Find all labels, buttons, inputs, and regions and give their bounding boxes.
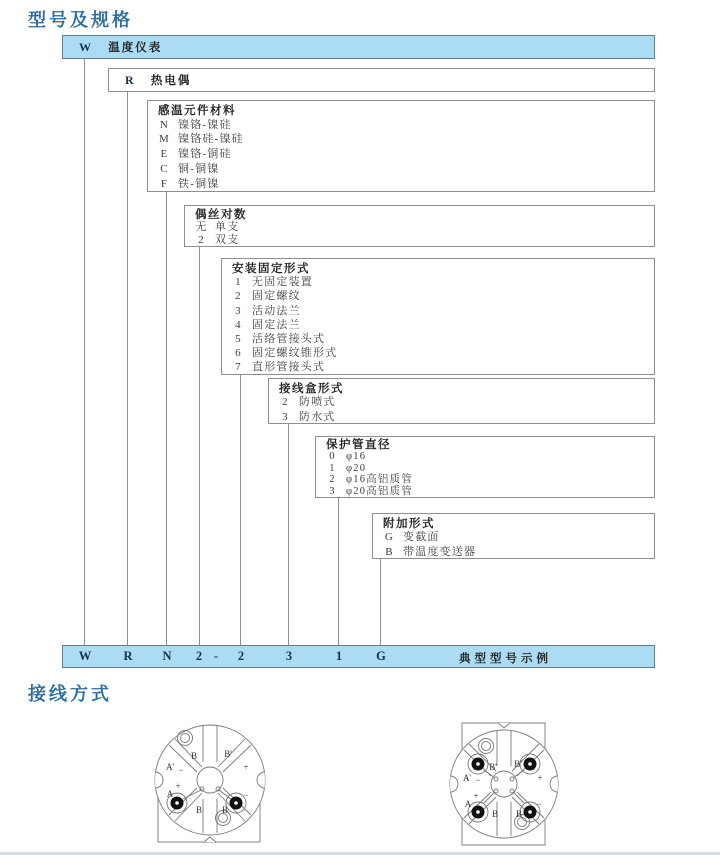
box-title: 接线盒形式: [279, 381, 344, 395]
example-code: G: [376, 649, 386, 663]
option-row: 2 φ16高铝质管: [329, 474, 413, 486]
plus-sign: +: [243, 762, 249, 772]
connector-line: [166, 192, 167, 645]
option-row: 1 无固定装置: [235, 276, 313, 289]
option-row: B 带温度变送器: [385, 545, 477, 558]
label-a: A: [166, 789, 174, 799]
wiring-diagram-single: [145, 712, 280, 855]
label-b-top-left: B': [489, 762, 497, 772]
minus-sign: −: [475, 775, 481, 785]
example-code: 1: [335, 649, 343, 663]
example-code: 2: [195, 649, 203, 663]
plus-sign: +: [473, 791, 479, 801]
box-title: 安装固定形式: [232, 261, 310, 275]
box-title: 附加形式: [383, 516, 435, 530]
box-title: 保护管直径: [326, 437, 391, 451]
box-title: 偶丝对数: [195, 207, 247, 221]
model-box-protection-tube: [315, 436, 655, 498]
code-label: 温度仪表: [108, 40, 163, 54]
model-box-element-material: [147, 100, 655, 192]
center-hole: [197, 767, 223, 793]
option-row: 0 φ16: [329, 450, 367, 462]
connector-line: [338, 498, 339, 645]
section-title-wiring: 接线方式: [28, 684, 112, 705]
plus-sign: +: [175, 781, 181, 791]
option-row: G 变截面: [384, 531, 440, 544]
option-row: 2 双支: [198, 234, 240, 246]
option-row: 7 直形管接头式: [235, 361, 326, 374]
code-label: 热电偶: [150, 73, 192, 87]
label-a-prime: A': [462, 773, 472, 783]
connector-line: [288, 424, 289, 645]
option-row: F 铁-铜镍: [160, 177, 220, 190]
minus-sign: −: [178, 765, 184, 775]
option-row: 3 防水式: [282, 410, 336, 423]
model-box-mounting: [221, 258, 655, 375]
connector-line: [199, 247, 200, 645]
minus-sign: −: [536, 799, 542, 809]
model-box-junction-box: [268, 378, 655, 424]
option-row: 3 活动法兰: [235, 304, 301, 317]
example-code: -: [213, 649, 219, 663]
option-row: 3 φ20高铝质管: [329, 486, 413, 498]
connector-line: [127, 92, 128, 645]
code-letter: R: [125, 72, 135, 87]
label-b-bottom-left: B: [491, 809, 499, 819]
label-b-bottom-left: B: [195, 805, 203, 815]
model-box-thermocouple: [108, 68, 655, 92]
section-title-model-spec: 型号及规格: [28, 10, 133, 31]
minus-sign: −: [243, 790, 249, 800]
connector-line: [380, 559, 381, 645]
example-model-bar: [62, 645, 655, 668]
label-a: A: [464, 799, 472, 809]
label-b-top-right: B': [514, 759, 522, 769]
example-code: N: [162, 649, 172, 663]
model-box-wire-pairs: [184, 205, 655, 247]
example-code: R: [123, 649, 133, 663]
example-code: 3: [285, 649, 293, 663]
option-row: 2 固定螺纹: [235, 290, 301, 303]
connector-line: [240, 375, 241, 645]
example-code: W: [78, 649, 92, 663]
option-row: M 镍铬硅-镍硅: [159, 133, 244, 146]
wiring-diagram-double: [440, 712, 575, 855]
option-row: 6 固定螺纹锥形式: [235, 347, 338, 360]
option-row: 5 活络管接头式: [235, 333, 326, 346]
option-row: 1 φ20: [329, 462, 367, 474]
example-code: 2: [237, 649, 245, 663]
model-box-additional-form: [372, 513, 655, 559]
code-letter: W: [79, 39, 93, 54]
label-a-prime: A': [165, 762, 175, 772]
label-b-bottom-right: B: [515, 809, 523, 819]
label-b-top-right: B': [224, 749, 232, 759]
box-title: 感温元件材料: [158, 103, 236, 117]
option-row: C 铜-铜镍: [160, 162, 220, 175]
option-row: 4 固定法兰: [235, 318, 301, 331]
example-caption: 典型型号示例: [459, 651, 552, 665]
connector-line: [84, 59, 85, 645]
option-row: N 镍铬-镍硅: [159, 118, 232, 131]
option-row: 无 单支: [195, 221, 240, 233]
option-row: 2 防喷式: [282, 396, 336, 409]
model-box-instrument: [62, 35, 655, 59]
option-row: E 镍铬-铜硅: [160, 148, 232, 161]
label-b-bottom-right: B: [221, 805, 229, 815]
label-b-top-left: B: [190, 751, 198, 761]
plus-sign: +: [537, 773, 543, 783]
